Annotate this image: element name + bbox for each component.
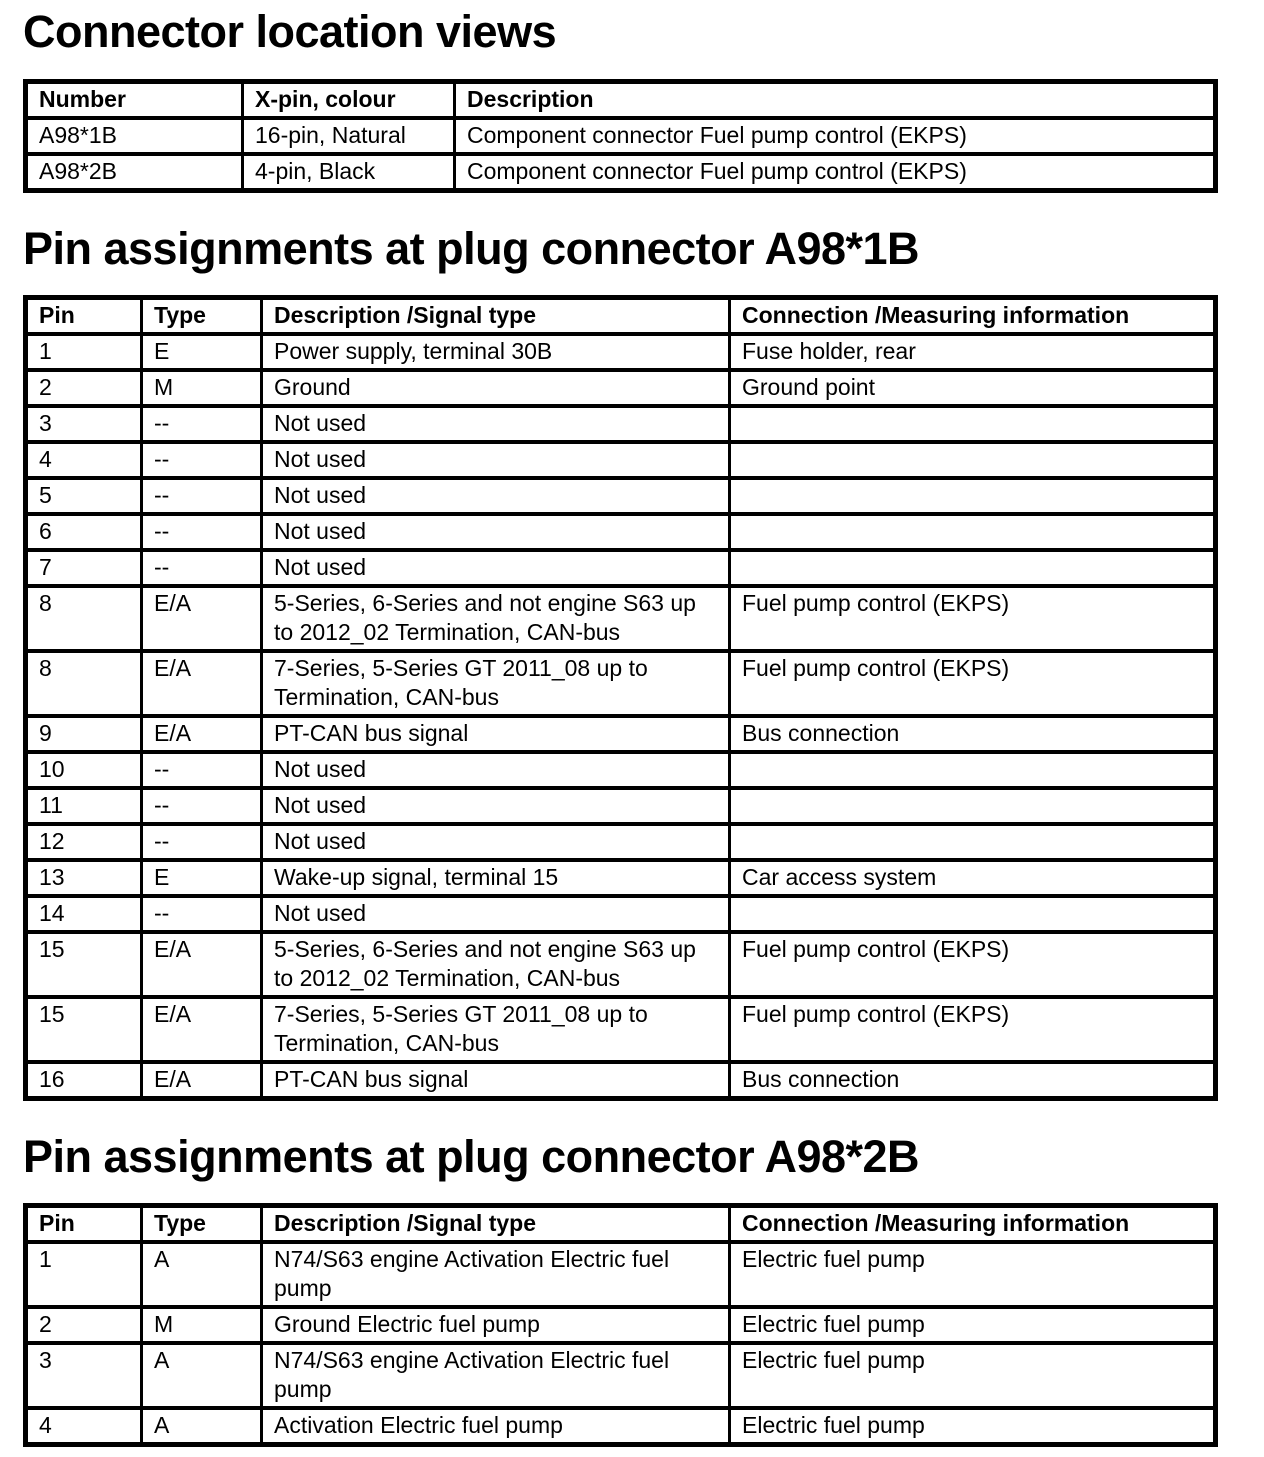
table-cell: 8 (26, 651, 142, 716)
table-cell: 2 (26, 370, 142, 406)
page-title: Connector location views (23, 6, 557, 57)
column-header: Pin (26, 1206, 142, 1243)
column-header: Description (455, 82, 1216, 119)
table-cell: 4-pin, Black (243, 154, 455, 191)
table-cell: Bus connection (730, 1062, 1216, 1099)
table-cell: 11 (26, 788, 142, 824)
table-cell (730, 514, 1216, 550)
table-cell: 16-pin, Natural (243, 118, 455, 154)
pin-assignments-a98-2b-table (23, 1203, 1218, 1447)
table-cell: Electric fuel pump (730, 1242, 1216, 1307)
table-cell: E/A (142, 1062, 262, 1099)
table-cell (730, 788, 1216, 824)
table-cell: 5-Series, 6-Series and not engine S63 up to 2012_02 Termination, CAN-bus (262, 932, 730, 997)
column-header: Type (142, 298, 262, 335)
table-cell: 4 (26, 1408, 142, 1445)
column-header: Connection /Measuring information (730, 1206, 1216, 1243)
table-cell: Wake-up signal, terminal 15 (262, 860, 730, 896)
column-header: Description /Signal type (262, 298, 730, 335)
table-row (26, 514, 1216, 550)
table-row (26, 932, 1216, 997)
table-cell: Not used (262, 550, 730, 586)
table-cell: Not used (262, 406, 730, 442)
table-cell: 14 (26, 896, 142, 932)
table-cell: Activation Electric fuel pump (262, 1408, 730, 1445)
column-header: Pin (26, 298, 142, 335)
table-cell: 3 (26, 406, 142, 442)
table-row (26, 1062, 1216, 1099)
table-cell: -- (142, 478, 262, 514)
table-cell: M (142, 1307, 262, 1343)
column-header: Description /Signal type (262, 1206, 730, 1243)
table-cell: 10 (26, 752, 142, 788)
table-cell: Electric fuel pump (730, 1307, 1216, 1343)
table-cell: 5 (26, 478, 142, 514)
table-row (26, 478, 1216, 514)
table-cell: 9 (26, 716, 142, 752)
table-row (26, 442, 1216, 478)
table-row (26, 586, 1216, 651)
table-cell: A98*2B (26, 154, 243, 191)
table-cell: E/A (142, 997, 262, 1062)
table-row (26, 788, 1216, 824)
table-cell: A98*1B (26, 118, 243, 154)
table-cell: 7 (26, 550, 142, 586)
table-cell (730, 896, 1216, 932)
table-cell (730, 442, 1216, 478)
table-cell: Ground Electric fuel pump (262, 1307, 730, 1343)
table-header-row (26, 1206, 1216, 1243)
table-cell: 7-Series, 5-Series GT 2011_08 up to Termination, CAN-bus (262, 997, 730, 1062)
table-cell: 16 (26, 1062, 142, 1099)
table-cell (730, 478, 1216, 514)
table-cell (730, 752, 1216, 788)
table-cell: -- (142, 514, 262, 550)
table-cell: Electric fuel pump (730, 1343, 1216, 1408)
table-row (26, 118, 1216, 154)
table-row (26, 154, 1216, 191)
table-cell (730, 406, 1216, 442)
column-header: Connection /Measuring information (730, 298, 1216, 335)
table-cell: Fuel pump control (EKPS) (730, 586, 1216, 651)
table-cell: Not used (262, 442, 730, 478)
table-row (26, 860, 1216, 896)
table-cell: N74/S63 engine Activation Electric fuel pump (262, 1343, 730, 1408)
table-row (26, 334, 1216, 370)
table-cell: Component connector Fuel pump control (EKPS) (455, 118, 1216, 154)
table-cell: M (142, 370, 262, 406)
table-cell: -- (142, 752, 262, 788)
table-header-row (26, 298, 1216, 335)
table-cell: 1 (26, 1242, 142, 1307)
table-cell: A (142, 1343, 262, 1408)
table-cell: 4 (26, 442, 142, 478)
table-cell: Not used (262, 788, 730, 824)
table-row (26, 716, 1216, 752)
table-cell (730, 824, 1216, 860)
table-row (26, 651, 1216, 716)
column-header: Type (142, 1206, 262, 1243)
table-cell: -- (142, 788, 262, 824)
column-header: Number (26, 82, 243, 119)
connector-location-table (23, 79, 1218, 193)
table-cell: Not used (262, 752, 730, 788)
connector-location-table-body (26, 118, 1216, 191)
table-row (26, 1343, 1216, 1408)
table-cell: Not used (262, 896, 730, 932)
table-cell: Not used (262, 514, 730, 550)
table-cell: Ground point (730, 370, 1216, 406)
table-cell: 5-Series, 6-Series and not engine S63 up to 2012_02 Termination, CAN-bus (262, 586, 730, 651)
table-cell: -- (142, 550, 262, 586)
table-cell: A (142, 1242, 262, 1307)
table-cell: 6 (26, 514, 142, 550)
table-cell: 15 (26, 997, 142, 1062)
table-cell: 7-Series, 5-Series GT 2011_08 up to Termination, CAN-bus (262, 651, 730, 716)
pin-assignments-a98-1b-table (23, 295, 1218, 1101)
table-cell: Fuse holder, rear (730, 334, 1216, 370)
table-row (26, 370, 1216, 406)
table-cell: Fuel pump control (EKPS) (730, 997, 1216, 1062)
table-cell: PT-CAN bus signal (262, 1062, 730, 1099)
table-cell: PT-CAN bus signal (262, 716, 730, 752)
table-cell: Fuel pump control (EKPS) (730, 651, 1216, 716)
table-cell: -- (142, 824, 262, 860)
table-cell: Ground (262, 370, 730, 406)
table-cell: Car access system (730, 860, 1216, 896)
table-cell: E/A (142, 651, 262, 716)
table-cell: -- (142, 896, 262, 932)
table-cell: Not used (262, 478, 730, 514)
column-header: X-pin, colour (243, 82, 455, 119)
pin-assignments-a98-1b-table-body (26, 334, 1216, 1099)
table-cell: Power supply, terminal 30B (262, 334, 730, 370)
table-cell: -- (142, 406, 262, 442)
section-title-a98-1b: Pin assignments at plug connector A98*1B (23, 223, 920, 274)
table-cell: E (142, 860, 262, 896)
table-cell: E/A (142, 932, 262, 997)
table-cell: A (142, 1408, 262, 1445)
table-row (26, 1307, 1216, 1343)
table-cell: Electric fuel pump (730, 1408, 1216, 1445)
table-cell: Fuel pump control (EKPS) (730, 932, 1216, 997)
table-cell: -- (142, 442, 262, 478)
table-row (26, 1242, 1216, 1307)
table-row (26, 997, 1216, 1062)
table-cell: Bus connection (730, 716, 1216, 752)
table-cell: E/A (142, 716, 262, 752)
table-cell: N74/S63 engine Activation Electric fuel pump (262, 1242, 730, 1307)
table-cell: 8 (26, 586, 142, 651)
table-cell: E (142, 334, 262, 370)
table-row (26, 824, 1216, 860)
pin-assignments-a98-2b-table-body (26, 1242, 1216, 1445)
table-cell: 2 (26, 1307, 142, 1343)
table-cell (730, 550, 1216, 586)
table-cell: 12 (26, 824, 142, 860)
table-cell: Component connector Fuel pump control (EKPS) (455, 154, 1216, 191)
table-cell: E/A (142, 586, 262, 651)
table-header-row (26, 82, 1216, 119)
table-row (26, 550, 1216, 586)
section-title-a98-2b: Pin assignments at plug connector A98*2B (23, 1131, 920, 1182)
table-row (26, 752, 1216, 788)
table-cell: Not used (262, 824, 730, 860)
table-row (26, 406, 1216, 442)
table-row (26, 1408, 1216, 1445)
table-cell: 13 (26, 860, 142, 896)
table-row (26, 896, 1216, 932)
table-cell: 1 (26, 334, 142, 370)
table-cell: 3 (26, 1343, 142, 1408)
table-cell: 15 (26, 932, 142, 997)
